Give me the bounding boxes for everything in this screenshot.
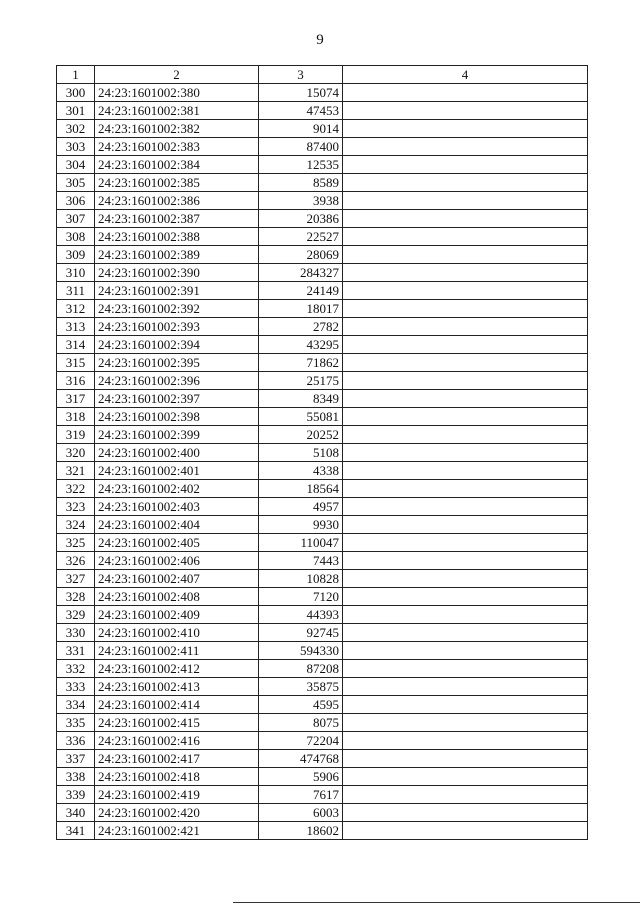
area-value: 28069 <box>259 246 343 264</box>
cadastral-number: 24:23:1601002:401 <box>95 462 259 480</box>
area-value: 25175 <box>259 372 343 390</box>
table-row <box>57 318 588 336</box>
cadastral-number: 24:23:1601002:380 <box>95 84 259 102</box>
row-number: 341 <box>57 822 95 840</box>
header-col-1: 1 <box>57 66 95 84</box>
cadastral-number: 24:23:1601002:383 <box>95 138 259 156</box>
header-row <box>57 66 588 84</box>
cadastral-number: 24:23:1601002:396 <box>95 372 259 390</box>
row-number: 321 <box>57 462 95 480</box>
row-number: 334 <box>57 696 95 714</box>
notes-cell <box>343 696 588 714</box>
table-row <box>57 426 588 444</box>
cadastral-number: 24:23:1601002:420 <box>95 804 259 822</box>
area-value: 47453 <box>259 102 343 120</box>
row-number: 336 <box>57 732 95 750</box>
row-number: 320 <box>57 444 95 462</box>
area-value: 284327 <box>259 264 343 282</box>
table-row <box>57 372 588 390</box>
area-value: 20252 <box>259 426 343 444</box>
notes-cell <box>343 102 588 120</box>
area-value: 15074 <box>259 84 343 102</box>
page-number: 9 <box>316 32 324 48</box>
table-row <box>57 498 588 516</box>
notes-cell <box>343 462 588 480</box>
area-value: 2782 <box>259 318 343 336</box>
row-number: 337 <box>57 750 95 768</box>
notes-cell <box>343 570 588 588</box>
notes-cell <box>343 642 588 660</box>
cadastral-number: 24:23:1601002:399 <box>95 426 259 444</box>
table-row <box>57 822 588 840</box>
notes-cell <box>343 120 588 138</box>
area-value: 4338 <box>259 462 343 480</box>
notes-cell <box>343 588 588 606</box>
area-value: 20386 <box>259 210 343 228</box>
cadastral-number: 24:23:1601002:405 <box>95 534 259 552</box>
table-row <box>57 732 588 750</box>
notes-cell <box>343 786 588 804</box>
table-row <box>57 570 588 588</box>
table-row <box>57 192 588 210</box>
area-value: 110047 <box>259 534 343 552</box>
cadastral-number: 24:23:1601002:404 <box>95 516 259 534</box>
table-row <box>57 768 588 786</box>
cadastral-number: 24:23:1601002:412 <box>95 660 259 678</box>
table-row <box>57 282 588 300</box>
row-number: 311 <box>57 282 95 300</box>
row-number: 312 <box>57 300 95 318</box>
cadastral-number: 24:23:1601002:411 <box>95 642 259 660</box>
table-row <box>57 102 588 120</box>
area-value: 8589 <box>259 174 343 192</box>
notes-cell <box>343 84 588 102</box>
row-number: 316 <box>57 372 95 390</box>
row-number: 339 <box>57 786 95 804</box>
table-row <box>57 534 588 552</box>
notes-cell <box>343 768 588 786</box>
row-number: 303 <box>57 138 95 156</box>
cadastral-number: 24:23:1601002:393 <box>95 318 259 336</box>
notes-cell <box>343 678 588 696</box>
row-number: 322 <box>57 480 95 498</box>
row-number: 328 <box>57 588 95 606</box>
notes-cell <box>343 732 588 750</box>
notes-cell <box>343 156 588 174</box>
table-row <box>57 120 588 138</box>
area-value: 71862 <box>259 354 343 372</box>
cadastral-number: 24:23:1601002:406 <box>95 552 259 570</box>
row-number: 333 <box>57 678 95 696</box>
notes-cell <box>343 516 588 534</box>
table-row <box>57 444 588 462</box>
header-col-4: 4 <box>343 66 588 84</box>
area-value: 44393 <box>259 606 343 624</box>
table-row <box>57 660 588 678</box>
cadastral-number: 24:23:1601002:381 <box>95 102 259 120</box>
table-row <box>57 606 588 624</box>
row-number: 306 <box>57 192 95 210</box>
notes-cell <box>343 408 588 426</box>
header-col-2: 2 <box>95 66 259 84</box>
notes-cell <box>343 498 588 516</box>
row-number: 302 <box>57 120 95 138</box>
table-row <box>57 246 588 264</box>
table-row <box>57 264 588 282</box>
notes-cell <box>343 426 588 444</box>
area-value: 6003 <box>259 804 343 822</box>
cadastral-number: 24:23:1601002:413 <box>95 678 259 696</box>
table-row <box>57 300 588 318</box>
row-number: 329 <box>57 606 95 624</box>
area-value: 87400 <box>259 138 343 156</box>
notes-cell <box>343 246 588 264</box>
notes-cell <box>343 210 588 228</box>
cadastral-number: 24:23:1601002:407 <box>95 570 259 588</box>
row-number: 332 <box>57 660 95 678</box>
row-number: 318 <box>57 408 95 426</box>
area-value: 12535 <box>259 156 343 174</box>
row-number: 326 <box>57 552 95 570</box>
notes-cell <box>343 750 588 768</box>
area-value: 18602 <box>259 822 343 840</box>
table-row <box>57 696 588 714</box>
cadastral-number: 24:23:1601002:386 <box>95 192 259 210</box>
notes-cell <box>343 624 588 642</box>
row-number: 304 <box>57 156 95 174</box>
row-number: 340 <box>57 804 95 822</box>
notes-cell <box>343 228 588 246</box>
row-number: 325 <box>57 534 95 552</box>
area-value: 55081 <box>259 408 343 426</box>
row-number: 305 <box>57 174 95 192</box>
area-value: 8349 <box>259 390 343 408</box>
cadastral-number: 24:23:1601002:402 <box>95 480 259 498</box>
cadastral-number: 24:23:1601002:409 <box>95 606 259 624</box>
cadastral-number: 24:23:1601002:394 <box>95 336 259 354</box>
notes-cell <box>343 390 588 408</box>
table-row <box>57 138 588 156</box>
cadastral-number: 24:23:1601002:397 <box>95 390 259 408</box>
area-value: 5108 <box>259 444 343 462</box>
notes-cell <box>343 336 588 354</box>
table-row <box>57 642 588 660</box>
cadastral-number: 24:23:1601002:419 <box>95 786 259 804</box>
row-number: 314 <box>57 336 95 354</box>
row-number: 319 <box>57 426 95 444</box>
cadastral-number: 24:23:1601002:392 <box>95 300 259 318</box>
cadastral-number: 24:23:1601002:416 <box>95 732 259 750</box>
cadastral-number: 24:23:1601002:395 <box>95 354 259 372</box>
notes-cell <box>343 300 588 318</box>
row-number: 310 <box>57 264 95 282</box>
table-row <box>57 354 588 372</box>
area-value: 594330 <box>259 642 343 660</box>
row-number: 323 <box>57 498 95 516</box>
cadastral-number: 24:23:1601002:390 <box>95 264 259 282</box>
row-number: 335 <box>57 714 95 732</box>
table-row <box>57 336 588 354</box>
notes-cell <box>343 480 588 498</box>
footer-rule <box>233 902 640 903</box>
table-row <box>57 210 588 228</box>
area-value: 7120 <box>259 588 343 606</box>
cadastral-table <box>56 65 588 840</box>
area-value: 9014 <box>259 120 343 138</box>
area-value: 10828 <box>259 570 343 588</box>
table-row <box>57 804 588 822</box>
row-number: 300 <box>57 84 95 102</box>
area-value: 43295 <box>259 336 343 354</box>
table-row <box>57 174 588 192</box>
notes-cell <box>343 174 588 192</box>
row-number: 313 <box>57 318 95 336</box>
table-row <box>57 462 588 480</box>
header-col-3: 3 <box>259 66 343 84</box>
area-value: 4595 <box>259 696 343 714</box>
table-row <box>57 588 588 606</box>
notes-cell <box>343 192 588 210</box>
row-number: 331 <box>57 642 95 660</box>
notes-cell <box>343 282 588 300</box>
cadastral-number: 24:23:1601002:382 <box>95 120 259 138</box>
cadastral-number: 24:23:1601002:400 <box>95 444 259 462</box>
notes-cell <box>343 444 588 462</box>
row-number: 327 <box>57 570 95 588</box>
notes-cell <box>343 606 588 624</box>
area-value: 87208 <box>259 660 343 678</box>
table-row <box>57 678 588 696</box>
area-value: 18564 <box>259 480 343 498</box>
cadastral-number: 24:23:1601002:408 <box>95 588 259 606</box>
area-value: 474768 <box>259 750 343 768</box>
area-value: 22527 <box>259 228 343 246</box>
row-number: 301 <box>57 102 95 120</box>
area-value: 72204 <box>259 732 343 750</box>
row-number: 307 <box>57 210 95 228</box>
area-value: 92745 <box>259 624 343 642</box>
table-row <box>57 390 588 408</box>
area-value: 18017 <box>259 300 343 318</box>
notes-cell <box>343 714 588 732</box>
cadastral-number: 24:23:1601002:389 <box>95 246 259 264</box>
area-value: 24149 <box>259 282 343 300</box>
table-row <box>57 750 588 768</box>
table-row <box>57 408 588 426</box>
notes-cell <box>343 264 588 282</box>
area-value: 9930 <box>259 516 343 534</box>
table-row <box>57 624 588 642</box>
cadastral-number: 24:23:1601002:387 <box>95 210 259 228</box>
row-number: 309 <box>57 246 95 264</box>
area-value: 3938 <box>259 192 343 210</box>
row-number: 308 <box>57 228 95 246</box>
area-value: 5906 <box>259 768 343 786</box>
table-row <box>57 552 588 570</box>
notes-cell <box>343 138 588 156</box>
cadastral-number: 24:23:1601002:398 <box>95 408 259 426</box>
cadastral-number: 24:23:1601002:388 <box>95 228 259 246</box>
table-row <box>57 786 588 804</box>
notes-cell <box>343 534 588 552</box>
cadastral-number: 24:23:1601002:385 <box>95 174 259 192</box>
table-row <box>57 714 588 732</box>
area-value: 7617 <box>259 786 343 804</box>
table-row <box>57 516 588 534</box>
cadastral-number: 24:23:1601002:417 <box>95 750 259 768</box>
cadastral-number: 24:23:1601002:410 <box>95 624 259 642</box>
row-number: 330 <box>57 624 95 642</box>
notes-cell <box>343 822 588 840</box>
table-row <box>57 84 588 102</box>
cadastral-number: 24:23:1601002:414 <box>95 696 259 714</box>
area-value: 35875 <box>259 678 343 696</box>
table-body <box>57 84 588 840</box>
notes-cell <box>343 552 588 570</box>
notes-cell <box>343 318 588 336</box>
notes-cell <box>343 372 588 390</box>
cadastral-number: 24:23:1601002:415 <box>95 714 259 732</box>
row-number: 324 <box>57 516 95 534</box>
cadastral-number: 24:23:1601002:418 <box>95 768 259 786</box>
area-value: 7443 <box>259 552 343 570</box>
cadastral-number: 24:23:1601002:421 <box>95 822 259 840</box>
row-number: 317 <box>57 390 95 408</box>
area-value: 8075 <box>259 714 343 732</box>
cadastral-number: 24:23:1601002:403 <box>95 498 259 516</box>
table-row <box>57 156 588 174</box>
notes-cell <box>343 804 588 822</box>
row-number: 315 <box>57 354 95 372</box>
table-row <box>57 480 588 498</box>
cadastral-number: 24:23:1601002:384 <box>95 156 259 174</box>
cadastral-number: 24:23:1601002:391 <box>95 282 259 300</box>
notes-cell <box>343 660 588 678</box>
row-number: 338 <box>57 768 95 786</box>
area-value: 4957 <box>259 498 343 516</box>
table-row <box>57 228 588 246</box>
notes-cell <box>343 354 588 372</box>
